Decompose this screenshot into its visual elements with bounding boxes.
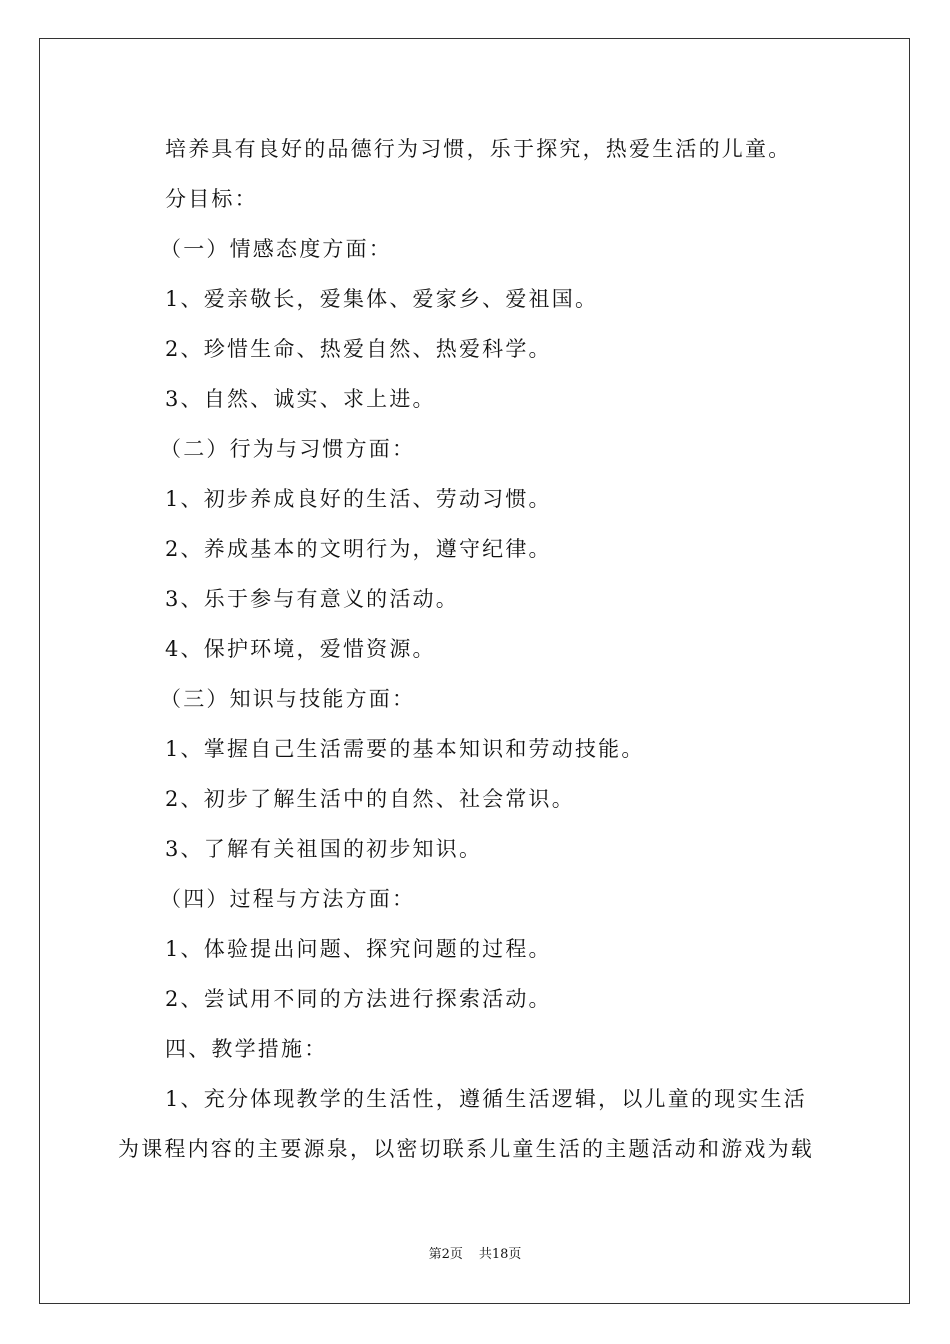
page-total: 共18页	[478, 1247, 522, 1262]
text-line: 4、保护环境，爱惜资源。	[165, 637, 436, 661]
section-heading: 四、教学措施：	[165, 1037, 328, 1061]
page-number: 第2页	[428, 1247, 463, 1262]
text-line: 1、爱亲敬长，爱集体、爱家乡、爱祖国。	[165, 287, 599, 311]
text-line: 3、了解有关祖国的初步知识。	[165, 837, 483, 861]
text-line: 2、珍惜生命、热爱自然、热爱科学。	[165, 337, 552, 361]
text-line: 2、养成基本的文明行为，遵守纪律。	[165, 537, 552, 561]
page-border	[39, 38, 910, 1304]
text-line: 2、初步了解生活中的自然、社会常识。	[165, 787, 575, 811]
text-line: 1、体验提出问题、探究问题的过程。	[165, 937, 552, 961]
text-line: 3、乐于参与有意义的活动。	[165, 587, 459, 611]
section-heading: （一）情感态度方面：	[160, 237, 392, 261]
text-line: 为课程内容的主要源泉，以密切联系儿童生活的主题活动和游戏为载	[118, 1137, 814, 1161]
text-line: 分目标：	[165, 187, 258, 211]
text-line: 1、初步养成良好的生活、劳动习惯。	[165, 487, 552, 511]
text-line: 3、自然、诚实、求上进。	[165, 387, 436, 411]
section-heading: （三）知识与技能方面：	[160, 687, 416, 711]
section-heading: （四）过程与方法方面：	[160, 887, 416, 911]
page-footer	[0, 1246, 950, 1264]
text-line: 2、尝试用不同的方法进行探索活动。	[165, 987, 552, 1011]
section-heading: （二）行为与习惯方面：	[160, 437, 416, 461]
text-line: 培养具有良好的品德行为习惯，乐于探究，热爱生活的儿童。	[165, 137, 792, 161]
text-line: 1、充分体现教学的生活性，遵循生活逻辑，以儿童的现实生活	[165, 1087, 807, 1111]
text-line: 1、掌握自己生活需要的基本知识和劳动技能。	[165, 737, 645, 761]
